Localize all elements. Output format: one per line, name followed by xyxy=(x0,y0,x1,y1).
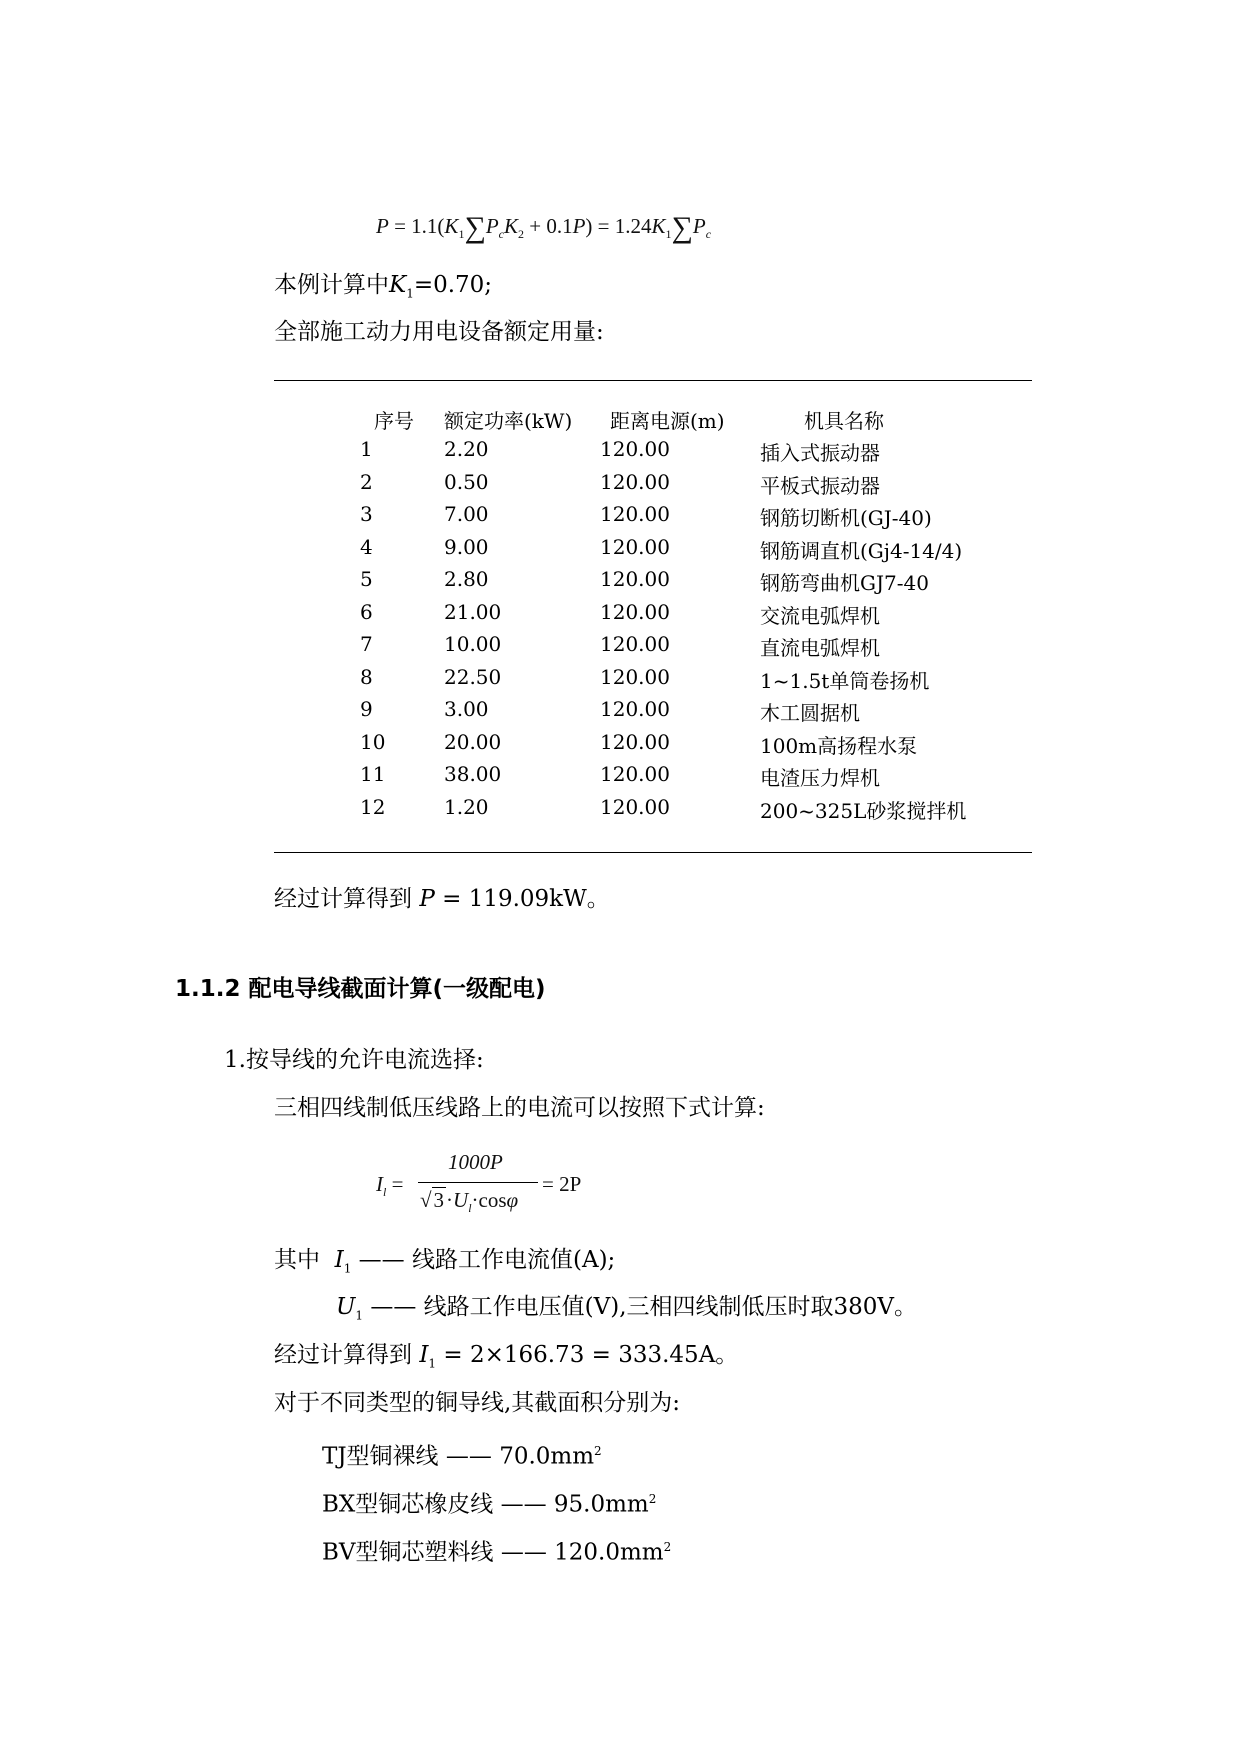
cell-power: 3.00 xyxy=(444,697,489,721)
section-heading xyxy=(175,970,546,1003)
where-prefix: 其中 xyxy=(274,1247,328,1273)
formula-var-p: P xyxy=(572,214,586,238)
formula-sub: 1 xyxy=(458,227,465,242)
conductor-value: 70.0mm xyxy=(499,1443,595,1470)
cell-power: 10.00 xyxy=(444,632,502,656)
cell-equipment: 钢筋弯曲机GJ7-40 xyxy=(760,571,929,595)
conductor-item xyxy=(322,1532,671,1568)
where-current-line xyxy=(274,1245,615,1284)
formula-var-k1: K xyxy=(651,214,666,238)
formula-var-pc: P xyxy=(485,214,499,238)
cell-distance: 120.00 xyxy=(600,567,670,591)
table-top-rule xyxy=(274,380,1032,381)
formula-total-power xyxy=(376,211,711,245)
section-title: 配电导线截面计算(一级配电) xyxy=(248,976,546,1002)
formula-var-k1: K xyxy=(444,214,459,238)
conductor-name: TJ型铜裸线 xyxy=(322,1443,439,1470)
where-sub: 1 xyxy=(343,1261,352,1276)
formula-text: = 1.1( xyxy=(388,214,445,238)
cell-equipment: 钢筋切断机(GJ-40) xyxy=(760,506,932,530)
where-sub: 1 xyxy=(355,1308,364,1323)
formula-sub: 1 xyxy=(665,227,672,242)
header-distance: 距离电源(m) xyxy=(610,409,725,433)
cell-power: 2.80 xyxy=(444,567,489,591)
cell-index: 4 xyxy=(360,534,373,559)
formula-dot: · xyxy=(446,1188,454,1212)
sqrt-radicand: 3 xyxy=(433,1188,445,1212)
cell-distance: 120.00 xyxy=(600,632,670,656)
cell-distance: 120.00 xyxy=(600,437,670,461)
k1-var: K xyxy=(389,272,407,298)
formula-var-u: U xyxy=(453,1188,469,1212)
cell-distance: 120.00 xyxy=(600,534,670,559)
formula-sub: c xyxy=(705,227,712,242)
formula-current xyxy=(376,1150,606,1230)
cell-index: 7 xyxy=(360,632,373,656)
conductor-name: BV型铜芯塑料线 xyxy=(322,1539,494,1566)
result-value: = 2×166.73 = 333.45A。 xyxy=(436,1342,739,1368)
cell-power: 2.20 xyxy=(444,437,489,461)
cell-equipment: 交流电弧焊机 xyxy=(760,603,880,628)
formula-var-phi: φ xyxy=(506,1188,519,1212)
conductor-item xyxy=(322,1484,656,1520)
header-equipment: 机具名称 xyxy=(804,409,884,433)
cell-power: 0.50 xyxy=(444,469,489,494)
where-voltage-line xyxy=(336,1292,917,1331)
cell-distance: 120.00 xyxy=(600,664,670,689)
cell-equipment: 直流电弧焊机 xyxy=(760,636,880,660)
conductor-item xyxy=(322,1436,602,1472)
cell-distance: 120.00 xyxy=(600,697,670,721)
cell-distance: 120.00 xyxy=(600,502,670,526)
cell-index: 9 xyxy=(360,697,373,721)
formula-sub: l xyxy=(383,1185,387,1200)
conductor-dash: —— xyxy=(493,1539,555,1566)
formula-lhs: $I_l$ = xyxy=(376,1172,404,1200)
conductor-intro: 对于不同类型的铜导线,其截面积分别为: xyxy=(274,1390,681,1416)
k1-prefix: 本例计算中 xyxy=(274,272,389,298)
formula-denominator: $√3\cdot U_l\cdot\cos\varphi$ xyxy=(420,1188,519,1216)
where-u-desc: —— 线路工作电压值(V),三相四线制低压时取380V。 xyxy=(363,1294,918,1320)
result-prefix: 经过计算得到 xyxy=(274,886,420,912)
formula-text: + 0.1 xyxy=(524,214,573,238)
cell-index: 10 xyxy=(360,729,386,754)
cell-distance: 120.00 xyxy=(600,599,670,624)
unit-superscript: 2 xyxy=(663,1540,672,1554)
result-current-line xyxy=(274,1340,738,1379)
k1-sub: 1 xyxy=(406,286,414,301)
formula-text: ) = 1.24 xyxy=(585,214,652,238)
cell-power: 22.50 xyxy=(444,664,502,689)
cell-equipment: 电渣压力焊机 xyxy=(760,766,880,790)
formula-sub: 2 xyxy=(518,227,524,242)
cell-index: 5 xyxy=(360,567,373,591)
equipment-intro: 全部施工动力用电设备额定用量: xyxy=(274,319,604,345)
formula-sub: l xyxy=(468,1201,472,1216)
cell-distance: 120.00 xyxy=(600,762,670,786)
section-number: 1.1.2 xyxy=(175,976,241,1002)
unit-superscript: 2 xyxy=(648,1492,657,1506)
result-prefix: 经过计算得到 xyxy=(274,1342,420,1368)
formula-cos: ·cos xyxy=(471,1188,507,1212)
where-var-u: U xyxy=(336,1294,356,1320)
cell-distance: 120.00 xyxy=(600,469,670,494)
formula-numerator: 1000P xyxy=(448,1150,503,1174)
cell-distance: 120.00 xyxy=(600,729,670,754)
cell-equipment: 200~325L砂浆搅拌机 xyxy=(760,798,967,823)
cell-power: 20.00 xyxy=(444,729,502,754)
formula-var-p: P xyxy=(376,214,389,238)
cell-distance: 120.00 xyxy=(600,794,670,819)
cell-index: 11 xyxy=(360,762,386,786)
cell-index: 6 xyxy=(360,599,373,624)
result-var-p: P xyxy=(419,886,435,912)
formula-var-pc: P xyxy=(692,214,706,238)
k1-value-line xyxy=(274,270,492,309)
where-var-i: I xyxy=(334,1247,344,1273)
cell-index: 1 xyxy=(360,437,373,461)
unit-superscript: 2 xyxy=(594,1444,602,1458)
item-1-description: 三相四线制低压线路上的电流可以按照下式计算: xyxy=(274,1095,765,1121)
conductor-value: 95.0mm xyxy=(553,1491,649,1518)
formula-rhs: = 2P xyxy=(542,1172,582,1196)
result-sub: 1 xyxy=(428,1356,437,1371)
cell-power: 21.00 xyxy=(444,599,502,624)
cell-equipment: 平板式振动器 xyxy=(760,473,880,498)
cell-power: 9.00 xyxy=(444,534,489,559)
cell-equipment: 100m高扬程水泵 xyxy=(760,733,918,758)
item-1-title: 1.按导线的允许电流选择: xyxy=(224,1047,484,1073)
cell-index: 8 xyxy=(360,664,373,689)
result-value: = 119.09kW。 xyxy=(434,886,610,912)
fraction-bar xyxy=(418,1182,538,1183)
conductor-name: BX型铜芯橡皮线 xyxy=(322,1491,494,1518)
formula-var-i: I xyxy=(376,1172,383,1196)
conductor-dash: —— xyxy=(438,1443,500,1470)
cell-power: 7.00 xyxy=(444,502,489,526)
cell-equipment: 插入式振动器 xyxy=(760,441,880,465)
where-i-desc: —— 线路工作电流值(A); xyxy=(351,1247,616,1273)
formula-var-k2: K xyxy=(503,214,518,238)
cell-index: 3 xyxy=(360,502,373,526)
sum-symbol: ∑ xyxy=(464,211,486,244)
header-power: 额定功率(kW) xyxy=(444,409,573,433)
cell-power: 38.00 xyxy=(444,762,502,786)
formula-sub: c xyxy=(498,227,504,242)
result-power-line xyxy=(274,884,610,914)
header-index: 序号 xyxy=(374,409,414,433)
cell-equipment: 钢筋调直机(Gj4-14/4) xyxy=(760,538,963,563)
cell-index: 2 xyxy=(360,469,373,494)
k1-value: =0.70; xyxy=(413,272,493,298)
table-bottom-rule xyxy=(274,852,1032,853)
cell-power: 1.20 xyxy=(444,794,489,819)
conductor-value: 120.0mm xyxy=(554,1539,664,1566)
conductor-dash: —— xyxy=(493,1491,554,1518)
sum-symbol: ∑ xyxy=(671,211,693,244)
cell-equipment: 1~1.5t单筒卷扬机 xyxy=(760,668,930,693)
cell-equipment: 木工圆据机 xyxy=(760,701,860,725)
result-var-i: I xyxy=(419,1342,429,1368)
cell-index: 12 xyxy=(360,794,386,819)
